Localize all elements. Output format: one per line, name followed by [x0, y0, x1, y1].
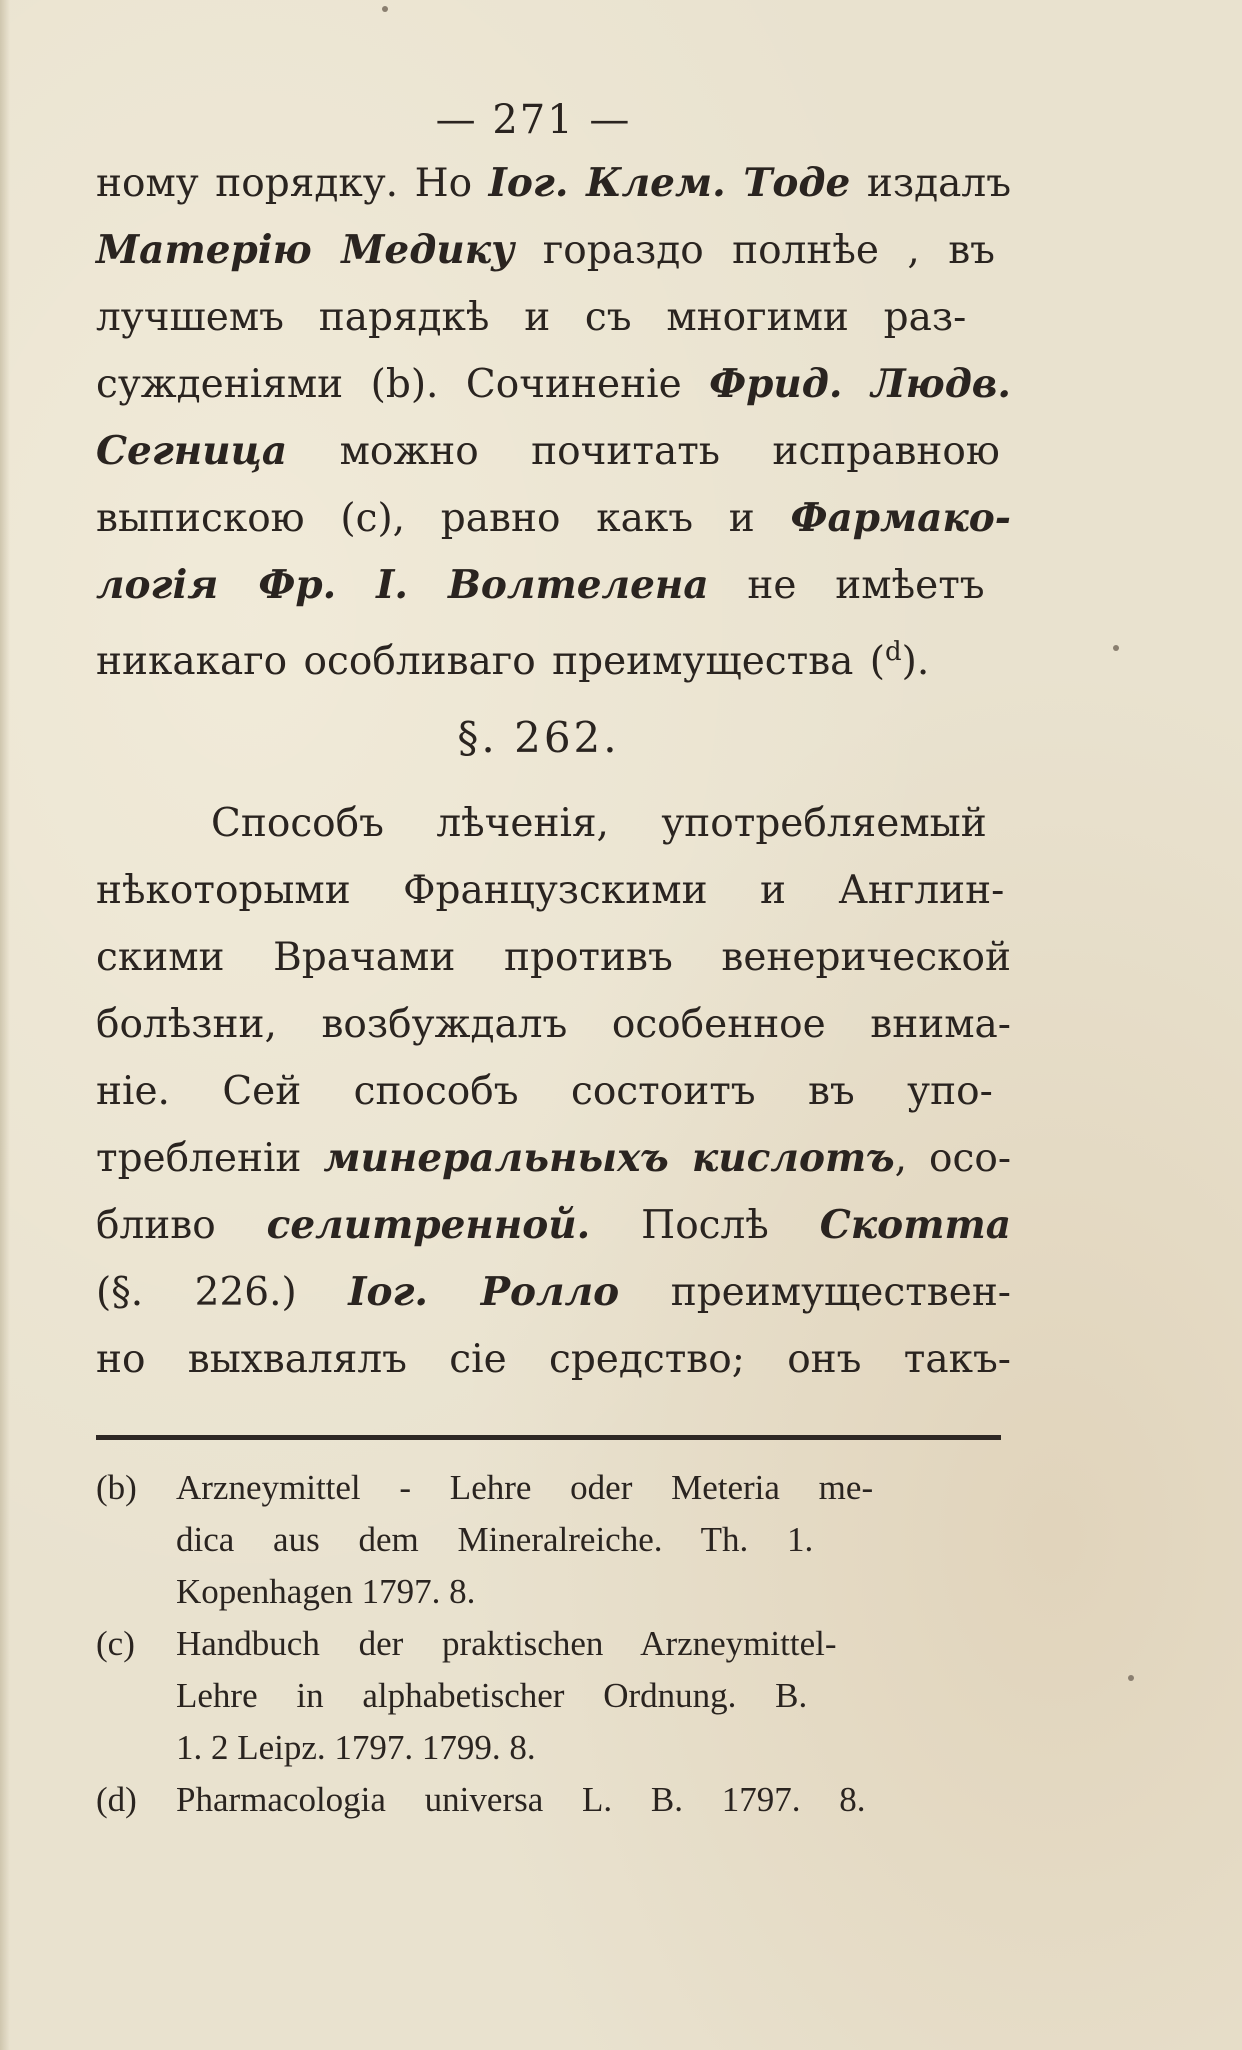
italic-text: Матерію Медику: [96, 227, 515, 273]
italic-text: Фрид. Людв.: [709, 361, 1011, 407]
paragraph-top: [96, 150, 1011, 686]
text-run: не имѣетъ: [708, 563, 985, 608]
italic-text: минеральныхъ кислотъ: [323, 1135, 895, 1181]
text-run: Послѣ: [590, 1203, 820, 1248]
footnote-text: [176, 1462, 1011, 1618]
text-run: болѣзни, возбуждалъ особенное внима-: [96, 1002, 1011, 1047]
text-run: ному порядку. Но: [96, 161, 489, 206]
paragraph-section: [96, 790, 1011, 1393]
text-run: никакаго особливаго преимущества (: [96, 639, 886, 684]
text-line: [96, 991, 1011, 1058]
footnote: [96, 1462, 1011, 1618]
footnote-text: [176, 1774, 1011, 1826]
italic-text: Іог. Ролло: [348, 1269, 620, 1315]
italic-text: Скотта: [819, 1202, 1011, 1248]
page-number: — 271 —: [435, 97, 632, 143]
text-run: Способъ лѣченія, употребляемый: [211, 801, 987, 846]
superscript-text: d: [885, 637, 902, 667]
footnote-line: Pharmacologia universa L. B. 1797. 8.: [176, 1780, 866, 1819]
paper-speck: [1128, 1675, 1134, 1681]
footnote-line: Arzneymittel - Lehre oder Meteria me-: [176, 1468, 874, 1507]
footnote-label: (d): [96, 1780, 137, 1819]
text-run: можно почитать исправною: [287, 429, 1000, 474]
text-line: [96, 1058, 1011, 1125]
italic-text: Сегница: [96, 428, 288, 474]
footnote-rule: [96, 1435, 1001, 1440]
page-edge-shadow: [0, 0, 10, 2050]
paper-speck: [382, 6, 388, 12]
text-run: выпискою (c), равно какъ и: [96, 496, 791, 541]
italic-text: селитренной.: [266, 1202, 591, 1248]
italic-text: Фармако-: [790, 495, 1011, 541]
text-run: сужденіями (b). Сочиненіе: [96, 362, 710, 407]
footnote-line: Lehre in alphabetischer Ordnung. B.: [176, 1676, 808, 1715]
text-run: гораздо полнѣе , въ: [514, 228, 995, 273]
text-run: , осо-: [894, 1136, 1011, 1181]
text-line: [96, 1192, 1011, 1259]
text-line: [96, 1125, 1011, 1192]
text-run: нѣкоторыми Французскими и Англин-: [96, 868, 1005, 913]
text-line: [96, 217, 1011, 284]
paper-speck: [1113, 645, 1119, 651]
text-line: [96, 924, 1011, 991]
text-line: [96, 857, 1011, 924]
footnote-line: Kopenhagen 1797. 8.: [176, 1572, 476, 1611]
footnote-text: [176, 1618, 1011, 1774]
footnote: [96, 1618, 1011, 1774]
text-line: [96, 552, 1011, 619]
text-line: [96, 790, 1011, 857]
footnote-line: 1. 2 Leipz. 1797. 1799. 8.: [176, 1728, 536, 1767]
footnote-line: Handbuch der praktischen Arzneymittel-: [176, 1624, 837, 1663]
text-run: лучшемъ парядкѣ и съ многими раз-: [96, 295, 967, 340]
text-run: преимуществен-: [619, 1270, 1011, 1315]
text-run: ).: [901, 639, 930, 684]
footnote-label: (c): [96, 1624, 135, 1663]
text-run: скими Врачами противъ венерической: [96, 935, 1011, 980]
text-line: [96, 351, 1011, 418]
text-line: [96, 150, 1011, 217]
text-run: бливо: [96, 1203, 267, 1248]
text-line: [96, 1259, 1011, 1326]
book-page: [96, 90, 1011, 1826]
footnote: [96, 1774, 1011, 1826]
text-run: (§. 226.): [96, 1270, 349, 1315]
text-run: ніе. Сей способъ состоитъ въ упо-: [96, 1069, 993, 1114]
text-line: [96, 485, 1011, 552]
text-line: [96, 1326, 1011, 1393]
footnote-label: (b): [96, 1468, 137, 1507]
text-run: издалъ: [850, 161, 1012, 206]
section-heading: §. 262.: [457, 713, 620, 762]
text-run: требленіи: [96, 1136, 324, 1181]
italic-text: логія Фр. І. Волтелена: [96, 562, 709, 608]
italic-text: Іог. Клем. Тоде: [488, 160, 851, 206]
text-run: но выхвалялъ сіе средство; онъ такъ-: [96, 1337, 1011, 1382]
text-line: [96, 418, 1011, 485]
footnote-line: dica aus dem Mineralreiche. Th. 1.: [176, 1520, 814, 1559]
footnotes: [96, 1462, 1011, 1826]
text-line: [96, 284, 1011, 351]
text-line: [96, 619, 1011, 686]
